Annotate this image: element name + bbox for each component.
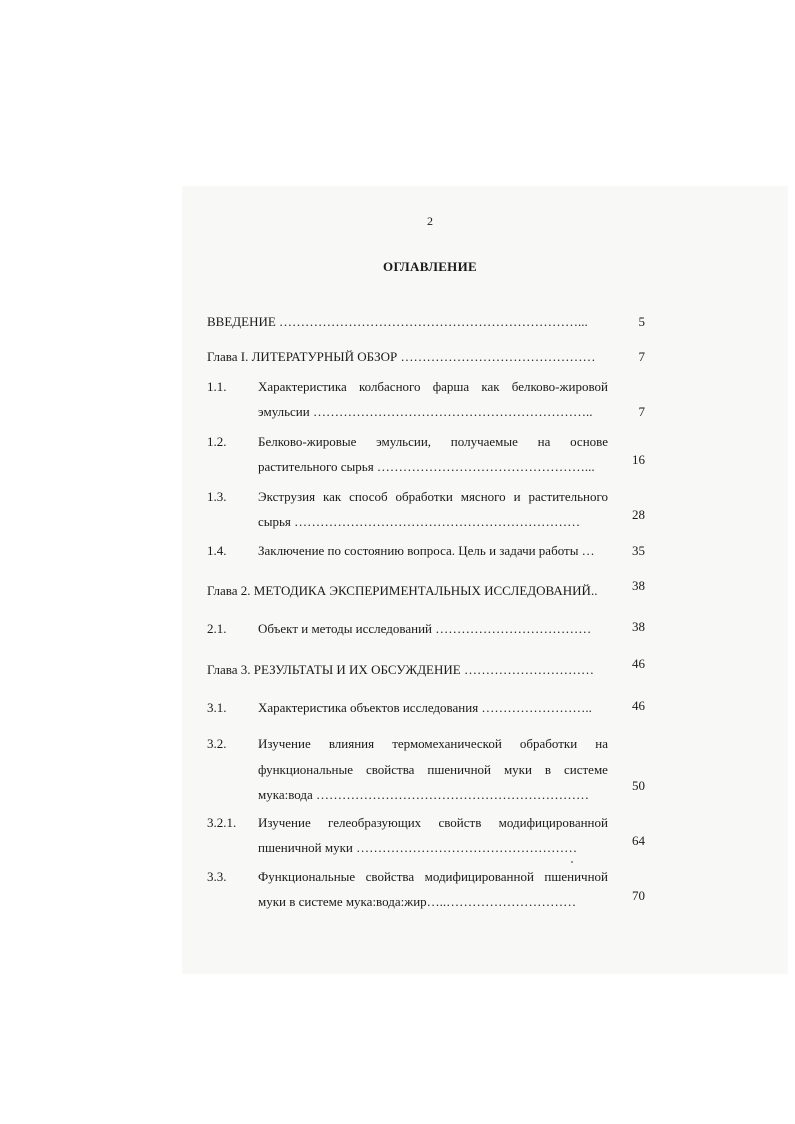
- word: как: [323, 489, 342, 504]
- toc-ch1-page: 7: [638, 349, 645, 364]
- page-number: 2: [427, 214, 433, 228]
- toc-3-3-page: 70: [632, 888, 645, 903]
- toc-1-2-line2: растительного сырья …………………………………………...: [258, 459, 595, 474]
- toc-1-2-page: 16: [632, 452, 645, 467]
- word: на: [595, 736, 608, 751]
- toc-ch3-page: 46: [632, 656, 645, 671]
- toc-1-1-page: 7: [638, 404, 645, 419]
- word: обработки: [519, 736, 578, 751]
- toc-ch3-label: Глава 3. РЕЗУЛЬТАТЫ И ИХ ОБСУЖДЕНИЕ …………………………: [207, 662, 594, 677]
- toc-3-1-label: Характеристика объектов исследования ……………………..: [258, 700, 592, 715]
- word: Экструзия: [258, 489, 316, 504]
- toc-3-3-number: 3.3.: [207, 869, 227, 884]
- toc-1-1-line2: эмульсии ………………………………………………………..: [258, 404, 593, 419]
- word: Изучение: [258, 815, 311, 830]
- toc-3-2-1-page: 64: [632, 833, 645, 848]
- word: фарша: [432, 379, 470, 394]
- toc-1-4-label: Заключение по состоянию вопроса. Цель и задачи работы …: [258, 543, 595, 558]
- toc-3-2-page: 50: [632, 778, 645, 793]
- word: Характеристика: [258, 379, 347, 394]
- toc-3-2-line2: [258, 762, 608, 778]
- toc-3-1-page: 46: [632, 698, 645, 713]
- word: муки: [503, 762, 532, 777]
- word: получаемые: [450, 434, 518, 449]
- toc-3-3-line1: [258, 869, 608, 885]
- toc-intro-page: 5: [638, 314, 645, 329]
- word: на: [537, 434, 551, 449]
- word: эмульсии,: [376, 434, 432, 449]
- word: гелеобразующих: [328, 815, 422, 830]
- toc-3-2-number: 3.2.: [207, 736, 227, 751]
- word: способ: [349, 489, 388, 504]
- toc-2-1-number: 2.1.: [207, 621, 227, 636]
- toc-1-2-number: 1.2.: [207, 434, 227, 449]
- word: Изучение: [258, 736, 311, 751]
- toc-3-3-line2: муки в системе мука:вода:жир…..…………………………: [258, 894, 577, 909]
- toc-3-2-1-number: 3.2.1.: [207, 815, 237, 830]
- word: обработки: [395, 489, 453, 504]
- toc-1-1-line1: [258, 379, 608, 395]
- word: модифицированной: [498, 815, 608, 830]
- word: системе: [564, 762, 608, 777]
- word: мясного: [460, 489, 506, 504]
- toc-2-1-page: 38: [632, 619, 645, 634]
- toc-1-3-number: 1.3.: [207, 489, 227, 504]
- word: влияния: [328, 736, 375, 751]
- toc-3-2-1-line1: [258, 815, 608, 831]
- word: свойств: [438, 815, 482, 830]
- toc-ch1-label: Глава I. ЛИТЕРАТУРНЫЙ ОБЗОР ………………………………………: [207, 349, 596, 364]
- word: и: [513, 489, 521, 504]
- toc-ch2-label: Глава 2. МЕТОДИКА ЭКСПЕРИМЕНТАЛЬНЫХ ИССЛЕДОВАНИЙ..: [207, 583, 598, 598]
- word: пшеничной: [544, 869, 608, 884]
- toc-1-4-page: 35: [632, 543, 645, 558]
- word: функциональные: [258, 762, 354, 777]
- toc-1-1-number: 1.1.: [207, 379, 227, 394]
- word: колбасного: [358, 379, 421, 394]
- toc-1-2-line1: [258, 434, 608, 450]
- toc-2-1-label: Объект и методы исследований ………………………………: [258, 621, 592, 636]
- toc-intro-label: ВВЕДЕНИЕ ……………………………………………………………...: [207, 314, 588, 329]
- word: термомеханической: [392, 736, 502, 751]
- word: Функциональные: [258, 869, 356, 884]
- toc-1-3-line1: [258, 489, 608, 505]
- word: свойства: [365, 762, 415, 777]
- scan-speck: [571, 861, 573, 863]
- word: растительного: [528, 489, 608, 504]
- toc-3-2-1-line2: пшеничной муки ……………………………………………: [258, 840, 578, 855]
- toc-3-1-number: 3.1.: [207, 700, 227, 715]
- toc-1-3-line2: сырья …………………………………………………………: [258, 514, 581, 529]
- toc-3-2-line1: [258, 736, 608, 752]
- word: в: [544, 762, 552, 777]
- word: свойства: [365, 869, 415, 884]
- word: пшеничной: [427, 762, 491, 777]
- page-title: ОГЛАВЛЕНИЕ: [383, 259, 477, 274]
- word: белково-жировой: [511, 379, 608, 394]
- word: как: [481, 379, 500, 394]
- toc-1-4-number: 1.4.: [207, 543, 227, 558]
- toc-3-2-line3: мука:вода ………………………………………………………: [258, 787, 590, 802]
- toc-1-3-page: 28: [632, 507, 645, 522]
- word: модифицированной: [424, 869, 534, 884]
- word: основе: [570, 434, 608, 449]
- toc-ch2-page: 38: [632, 578, 645, 593]
- word: Белково-жировые: [258, 434, 357, 449]
